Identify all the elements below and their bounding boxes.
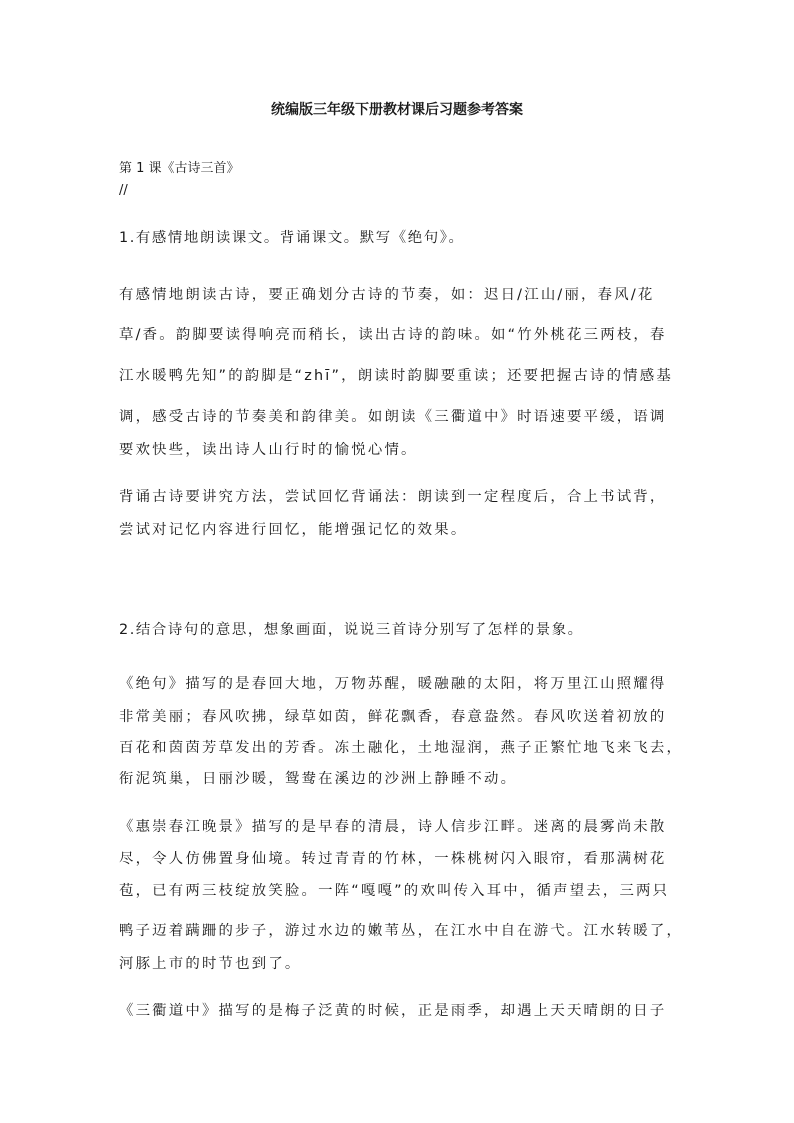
question-2: 2.结合诗句的意思，想象画面，说说三首诗分别写了怎样的景象。 [119,622,584,638]
q2-answer-line: 苞，已有两三枝绽放笑脸。一阵“嘎嘎”的欢叫传入耳中，循声望去，三两只 [119,883,670,899]
q1-answer-line: 尝试对记忆内容进行回忆，能增强记忆的效果。 [119,522,468,538]
question-1: 1.有感情地朗读课文。背诵课文。默写《绝句》。 [119,230,465,246]
q2-answer-line: 百花和茵茵芳草发出的芳香。冻土融化，土地湿润，燕子正繁忙地飞来飞去， [119,740,684,756]
q2-answer-line: 衔泥筑巢，日丽沙暖，鸳鸯在溪边的沙洲上静睡不动。 [119,771,518,787]
q2-answer-line: 非常美丽；春风吹拂，绿草如茵，鲜花飘香，春意盎然。春风吹送着初放的 [119,709,667,725]
separator-mark: // [119,183,128,198]
q2-answer-line: 鸭子迈着蹒跚的步子，游过水边的嫩苇丛，在江水中自在游弋。江水转暖了， [119,923,684,939]
q2-answer-line: 《惠崇春江晚景》描写的是早春的清晨，诗人信步江畔。迷离的晨雾尚未散 [119,819,667,835]
q2-answer-line: 河豚上市的时节也到了。 [119,956,302,972]
document-title: 统编版三年级下册教材课后习题参考答案 [271,102,523,118]
q2-answer-line: 《绝句》描写的是春回大地，万物苏醒，暖融融的太阳，将万里江山照耀得 [119,676,667,692]
lesson-heading: 第 1 课《古诗三首》 [119,161,240,176]
q1-answer-line: 要欢快些，读出诗人山行时的愉悦心情。 [119,442,418,458]
q1-answer-line: 调，感受古诗的节奏美和韵律美。如朗读《三衢道中》时语速要平缓，语调 [119,409,667,425]
q1-answer-line: 江水暖鸭先知”的韵脚是“zhī”，朗读时韵脚要重读；还要把握古诗的情感基 [119,368,673,384]
q1-answer-line: 草/香。韵脚要读得响亮而稍长，读出古诗的韵味。如“竹外桃花三两枝，春 [119,327,667,343]
q1-answer-line: 有感情地朗读古诗，要正确划分古诗的节奏，如：迟日/江山/丽，春风/花 [119,287,655,303]
q2-answer-line: 《三衢道中》描写的是梅子泛黄的时候，正是雨季，却遇上天天晴朗的日子 [119,1003,667,1019]
q2-answer-line: 尽，令人仿佛置身仙境。转过青青的竹林，一株桃树闪入眼帘，看那满树花 [119,851,667,867]
q1-answer-line: 背诵古诗要讲究方法，尝试回忆背诵法：朗读到一定程度后，合上书试背， [119,489,667,505]
